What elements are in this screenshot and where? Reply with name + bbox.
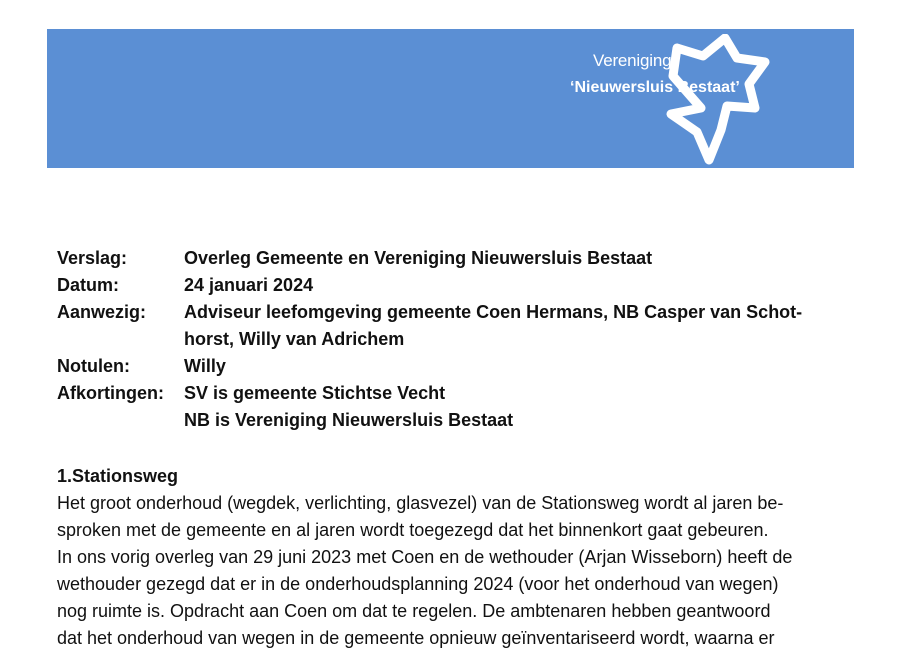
meta-label: Afkortingen:: [57, 383, 164, 403]
meta-value: [184, 353, 867, 380]
meta-label: Notulen:: [57, 356, 130, 376]
meta-row-notulen: [57, 353, 867, 380]
paragraph-line: In ons vorig overleg van 29 juni 2023 met Coen en de wethouder (Arjan Wisseborn) heeft de: [57, 547, 793, 567]
meta-value-line: Overleg Gemeente en Vereniging Nieuwersluis Bestaat: [184, 248, 653, 268]
meta-value-line: horst, Willy van Adrichem: [184, 329, 405, 349]
meta-label: Datum:: [57, 275, 119, 295]
meta-row-aanwezig: [57, 299, 867, 353]
meta-label: Verslag:: [57, 248, 128, 268]
meta-row-afkortingen: [57, 380, 867, 434]
meta-value-line: Adviseur leefomgeving gemeente Coen Hermans, NB Casper van Schot-: [184, 302, 803, 322]
meta-label: Aanwezig:: [57, 302, 147, 322]
paragraph-line: dat het onderhoud van wegen in de gemeente opnieuw geïnventariseerd wordt, waarna er: [57, 628, 775, 648]
logo-text-name: ‘Nieuwersluis Bestaat’: [570, 79, 740, 96]
meta-value-line: 24 januari 2024: [184, 275, 314, 295]
meta-block: [57, 245, 867, 434]
paragraph-line: nog ruimte is. Opdracht aan Coen om dat te regelen. De ambtenaren hebben geantwoord: [57, 601, 771, 621]
star-logo-icon: [657, 34, 772, 166]
meta-value-line: NB is Vereniging Nieuwersluis Bestaat: [184, 410, 514, 430]
header-banner: [47, 29, 854, 168]
paragraph-line: sproken met de gemeente en al jaren wordt toegezegd dat het binnenkort gaat gebeuren.: [57, 520, 769, 540]
section-stationsweg: [57, 463, 857, 652]
logo-text-vereniging: Vereniging: [593, 51, 672, 70]
meta-row-datum: [57, 272, 867, 299]
meta-value-line: SV is gemeente Stichtse Vecht: [184, 383, 446, 403]
section-title: 1.Stationsweg: [57, 466, 179, 486]
paragraph-line: wethouder gezegd dat er in de onderhoudsplanning 2024 (voor het onderhoud van wegen): [57, 574, 779, 594]
paragraph-line: Het groot onderhoud (wegdek, verlichting, glasvezel) van de Stationsweg wordt al jaren be-: [57, 493, 784, 513]
meta-row-verslag: [57, 245, 867, 272]
meta-value: [184, 299, 867, 353]
meta-value-line: Willy: [184, 356, 226, 376]
meta-value: [184, 380, 867, 434]
meta-value: [184, 245, 867, 272]
meta-value: [184, 272, 867, 299]
